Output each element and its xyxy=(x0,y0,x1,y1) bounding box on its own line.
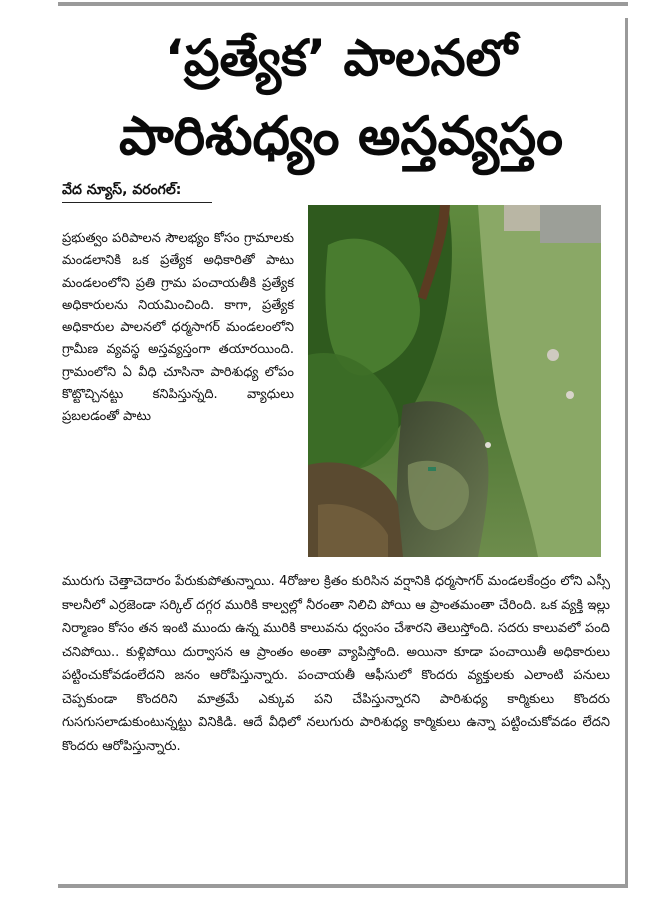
photo-drain-icon xyxy=(308,205,601,557)
article-body-column: ప్రభుత్వం పరిపాలన సౌలభ్యం కోసం గ్రామాలకు మండలానికి ఒక ప్రత్యేక అధికారితో పాటు మండలంలోని ప్రతి గ్రామ పంచాయతీకి ప్రత్యేక అధికారులను నియమించింది. కాగా, ప్రత్యేక అధికారుల పాలనలో ధర్మసాగర్ మండలంలోని గ్రామీణ వ్యవస్థ అస్తవ్యస్తంగా తయారయింది. గ్రామంలోని ఏ వీధి చూసినా పారిశుధ్య లోపం కొట్టొచ్చినట్టు కనిపిస్తున్నది. వ్యాధులు ప్రబలడంతో పాటు xyxy=(62,231,294,425)
dateline-underline xyxy=(62,202,212,203)
top-rule xyxy=(58,2,628,6)
dateline: వేద న్యూస్, వరంగల్: xyxy=(62,182,182,198)
bottom-rule xyxy=(58,884,628,888)
right-rule xyxy=(625,18,628,888)
newspaper-clipping xyxy=(58,0,628,901)
article-body-full-width: మురుగు చెత్తాచెదారం పేరుకుపోతున్నాయి. 4రోజుల క్రితం కురిసిన వర్షానికి ధర్మసాగర్ మండలకేంద్రం లోని ఎస్సీ కాలనీలో ఎర్రజెండా సర్కిల్ దగ్గర మురికి కాల్వల్లో నీరంతా నిలిచి పోయి ఆ ప్రాంతమంతా చేరింది. ఒక వ్యక్తి ఇల్లు నిర్మాణం కోసం తన ఇంటి ముందు ఉన్న మురికి కాలువను ధ్వంసం చేశారని తెలుస్తోంది. సదరు కాలువలో పంది చనిపోయి.. కుళ్లిపోయి దుర్వాసన ఆ ప్రాంతం అంతా వ్యాపిస్తోంది. అయినా కూడా పంచాయితీ అధికారులు పట్టించుకోవడంలేదని జనం ఆరోపిస్తున్నారు. పంచాయతీ ఆఫీసులో కొందరు వ్యక్తులకు ఎలాంటి పనులు చెప్పకుండా కొందరిని మాత్రమే ఎక్కువ పని చేపిస్తున్నారని పారిశుధ్య కార్మికులు కొందరు గుసగుసలాడుకుంటున్నట్టు వినికిడి. ఆదే వీధిలో నలుగురు పారిశుధ్య కార్మికులు ఉన్నా పట్టించుకోవడం లేదని కొందరు ఆరోపిస్తున్నారు. xyxy=(62,574,610,754)
headline-line-2: పారిశుధ్యం అస్తవ్యస్తం xyxy=(118,106,564,167)
headline-line-1: ‘ప్రత్యేక’ పాలనలో xyxy=(164,29,518,87)
